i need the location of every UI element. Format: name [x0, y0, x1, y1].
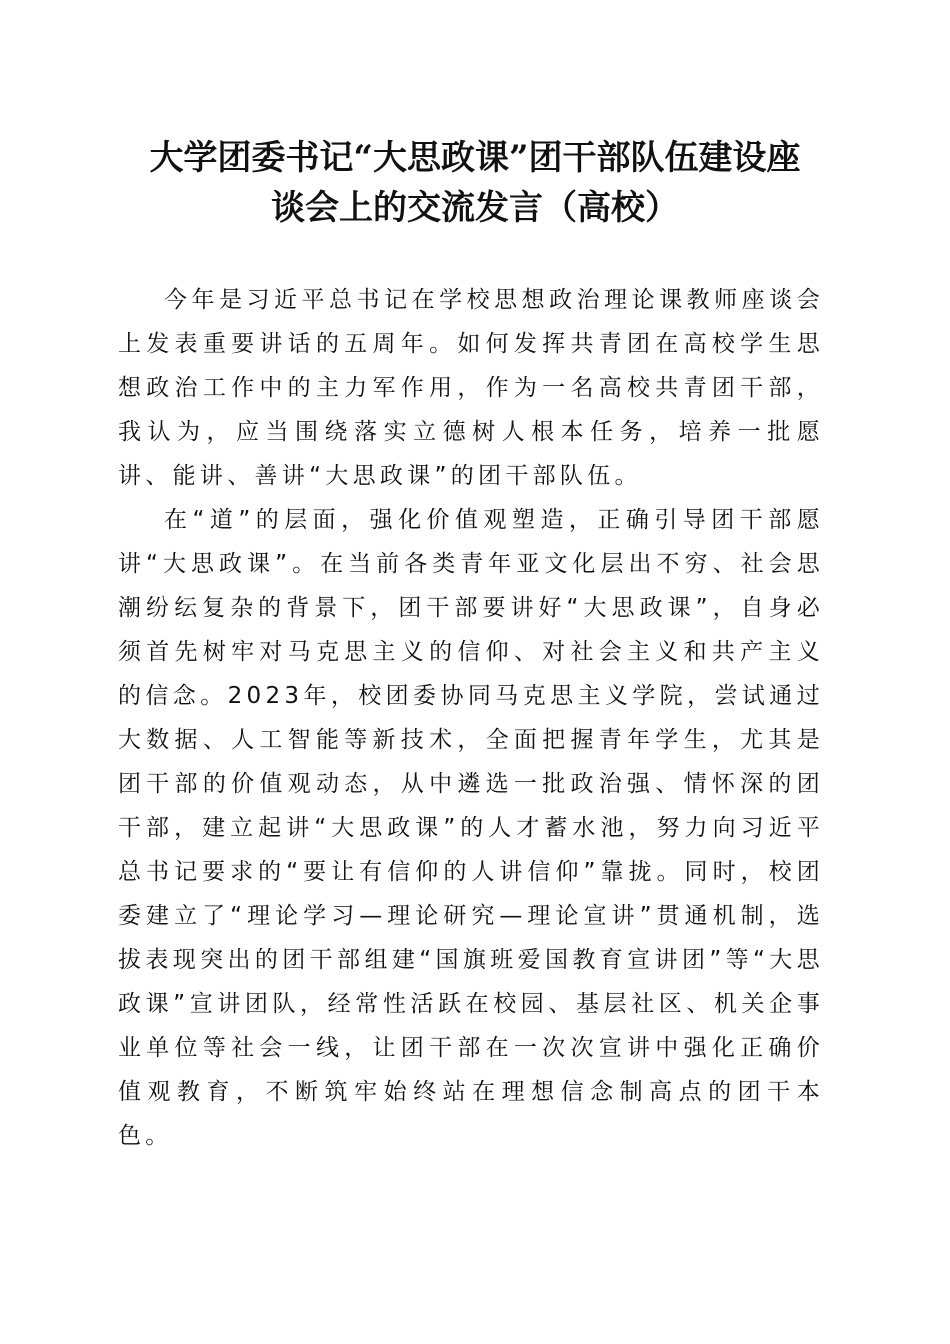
paragraph-2: 在“道”的层面，强化价值观塑造，正确引导团干部愿讲“大思政课”。在当前各类青年亚文化层出不穷、社会思潮纷纭复杂的背景下，团干部要讲好“大思政课”，自身必须首先树牢对马克思主义的信仰、对社会主义和共产主义的信念。2023年，校团委协同马克思主义学院，尝试通过大数据、人工智能等新技术，全面把握青年学生，尤其是团干部的价值观动态，从中遴选一批政治强、情怀深的团干部，建立起讲“大思政课”的人才蓄水池，努力向习近平总书记要求的“要让有信仰的人讲信仰”靠拢。同时，校团委建立了“理论学习—理论研究—理论宣讲”贯通机制，选拔表现突出的团干部组建“国旗班爱国教育宣讲团”等“大思政课”宣讲团队，经常性活跃在校园、基层社区、机关企事业单位等社会一线，让团干部在一次次宣讲中强化正确价值观教育，不断筑牢始终站在理想信念制高点的团干本色。: [118, 507, 824, 1149]
document-title: [110, 133, 840, 233]
title-line-1: 大学团委书记“大思政课”团干部队伍建设座: [149, 138, 801, 178]
document-body: [118, 278, 824, 1158]
paragraph-1: 今年是习近平总书记在学校思想政治理论课教师座谈会上发表重要讲话的五周年。如何发挥共青团在高校学生思想政治工作中的主力军作用，作为一名高校共青团干部，我认为，应当围绕落实立德树人根本任务，培养一批愿讲、能讲、善讲“大思政课”的团干部队伍。: [118, 287, 824, 489]
title-line-2: 谈会上的交流发言（高校）: [271, 188, 679, 228]
